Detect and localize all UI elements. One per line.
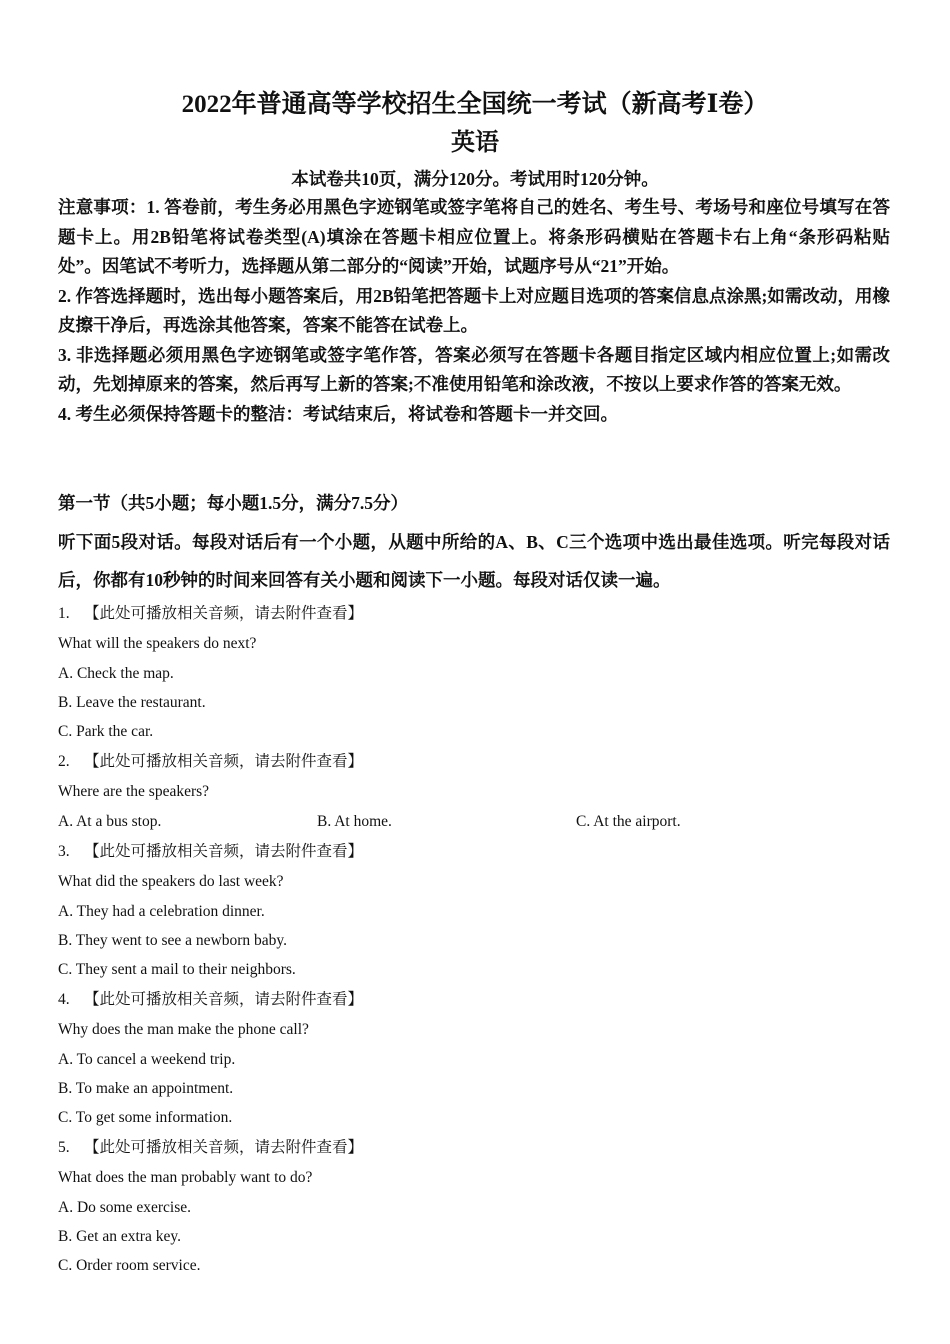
question-number: 1. bbox=[58, 605, 70, 622]
question-1-option-b: B. Leave the restaurant. bbox=[58, 694, 206, 711]
audio-note: 【此处可播放相关音频，请去附件查看】 bbox=[84, 605, 364, 622]
section-instructions: 听下面5段对话。每段对话后有一个小题，从题中所给的A、B、C三个选项中选出最佳选项。听完每段对话后，你都有10秒钟的时间来回答有关小题和阅读下一小题。每段对话仅读一遍。 bbox=[58, 532, 890, 590]
question-2-option-c: C. At the airport. bbox=[576, 813, 681, 830]
exam-info: 本试卷共10页，满分120分。考试用时120分钟。 bbox=[291, 169, 659, 189]
question-2-option-b: B. At home. bbox=[317, 813, 392, 830]
question-4-option-b: B. To make an appointment. bbox=[58, 1080, 234, 1097]
question-5-option-a: A. Do some exercise. bbox=[58, 1199, 191, 1216]
notes-section bbox=[58, 193, 890, 429]
question-list bbox=[58, 598, 890, 1280]
question-3-option-a: A. They had a celebration dinner. bbox=[58, 903, 265, 920]
question-4-option-c: C. To get some information. bbox=[58, 1109, 233, 1126]
question-number: 5. bbox=[58, 1139, 70, 1156]
question-number: 3. bbox=[58, 843, 70, 860]
question-1-stem: What will the speakers do next? bbox=[58, 635, 257, 652]
section-title: 第一节（共5小题；每小题1.5分，满分7.5分） bbox=[58, 493, 408, 513]
exam-title: 2022年普通高等学校招生全国统一考试（新高考Ⅰ卷） bbox=[181, 91, 769, 118]
subject-title: 英语 bbox=[451, 130, 499, 156]
question-2-option-a: A. At a bus stop. bbox=[58, 813, 162, 830]
question-5-option-b: B. Get an extra key. bbox=[58, 1228, 181, 1245]
question-2-stem: Where are the speakers? bbox=[58, 783, 210, 800]
question-1-option-c: C. Park the car. bbox=[58, 723, 154, 740]
question-5-option-c: C. Order room service. bbox=[58, 1257, 201, 1274]
question-number: 4. bbox=[58, 991, 70, 1008]
note-1: 注意事项：1. 答卷前，考生务必用黑色字迹钢笔或签字笔将自己的姓名、考生号、考场号和座位号填写在答题卡上。用2B铅笔将试卷类型(A)填涂在答题卡相应位置上。将条形码横贴在答题卡右上角“条形码粘贴处”。因笔试不考听力，选择题从第二部分的“阅读”开始，试题序号从“21”开始。 bbox=[58, 197, 890, 276]
question-3-option-b: B. They went to see a newborn baby. bbox=[58, 932, 287, 949]
question-5-audio-note[interactable] bbox=[58, 1132, 890, 1163]
question-2-options bbox=[58, 807, 890, 836]
audio-note: 【此处可播放相关音频，请去附件查看】 bbox=[84, 843, 364, 860]
note-2: 2. 作答选择题时，选出每小题答案后，用2B铅笔把答题卡上对应题目选项的答案信息点涂黑;如需改动，用橡皮擦干净后，再选涂其他答案，答案不能答在试卷上。 bbox=[58, 285, 890, 335]
audio-note: 【此处可播放相关音频，请去附件查看】 bbox=[84, 991, 364, 1008]
note-3: 3. 非选择题必须用黑色字迹钢笔或签字笔作答，答案必须写在答题卡各题目指定区域内相应位置上;如需改动，先划掉原来的答案，然后再写上新的答案;不准使用铅笔和涂改液，不按以上要求作答的答案无效。 bbox=[58, 344, 890, 394]
question-3-audio-note[interactable] bbox=[58, 836, 890, 867]
question-3-stem: What did the speakers do last week? bbox=[58, 873, 284, 890]
question-5-stem: What does the man probably want to do? bbox=[58, 1169, 313, 1186]
note-4: 4. 考生必须保持答题卡的整洁：考试结束后，将试卷和答题卡一并交回。 bbox=[58, 403, 618, 424]
question-4-option-a: A. To cancel a weekend trip. bbox=[58, 1051, 236, 1068]
audio-note: 【此处可播放相关音频，请去附件查看】 bbox=[84, 753, 364, 770]
question-1-audio-note[interactable] bbox=[58, 598, 890, 629]
question-1-option-a: A. Check the map. bbox=[58, 665, 174, 682]
question-4-stem: Why does the man make the phone call? bbox=[58, 1021, 309, 1038]
question-4-audio-note[interactable] bbox=[58, 984, 890, 1015]
question-2-audio-note[interactable] bbox=[58, 746, 890, 777]
question-3-option-c: C. They sent a mail to their neighbors. bbox=[58, 961, 296, 978]
audio-note: 【此处可播放相关音频，请去附件查看】 bbox=[84, 1139, 364, 1156]
question-number: 2. bbox=[58, 753, 70, 770]
